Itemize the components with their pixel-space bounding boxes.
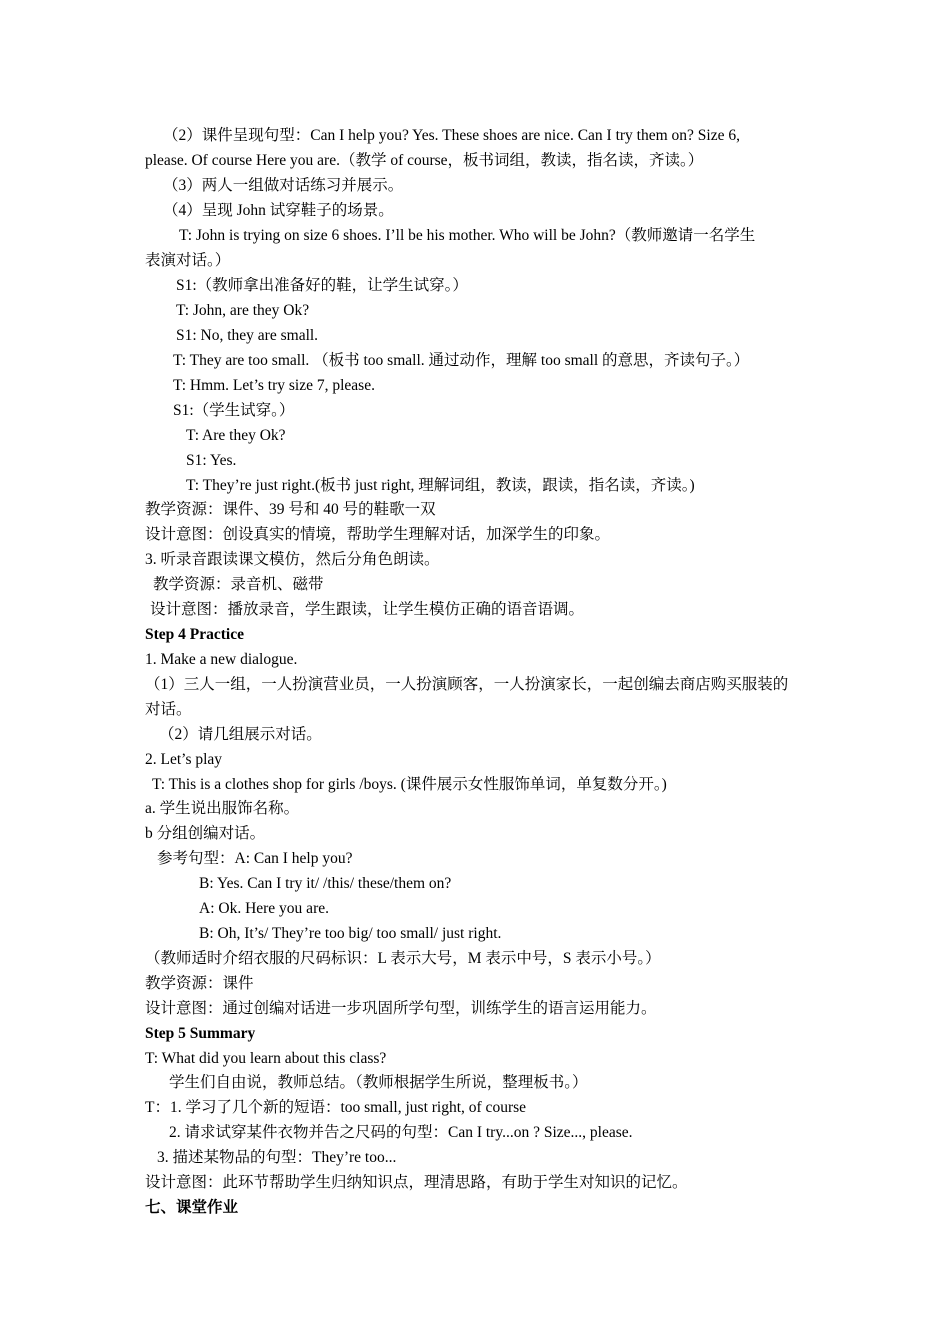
summary-question-line: T: What did you learn about this class? — [145, 1050, 387, 1067]
reference-pattern-line: B: Oh, It’s/ They’re too big/ too small/ just right. — [199, 925, 502, 942]
summary-line: 学生们自由说，教师总结。（教师根据学生所说，整理板书。） — [169, 1074, 588, 1091]
section-7-heading: 七、课堂作业 — [145, 1199, 239, 1216]
size-label-line: （教师适时介绍衣服的尺码标识：L 表示大号，M 表示中号，S 表示小号。） — [145, 950, 661, 967]
summary-point-line: 3. 描述某物品的句型：They’re too... — [157, 1149, 397, 1166]
sentence-pattern-line: （2）课件呈现句型：Can I help you? Yes. These shoes are nice. Can I try them on? Size 6, — [163, 127, 740, 144]
of-course-line: please. Of course Here you are.（教学 of course，板书词组，教读，指名读，齐读。） — [145, 152, 704, 169]
dialogue-line: S1:（教师拿出准备好的鞋，让学生试穿。） — [176, 277, 468, 294]
step-4-heading: Step 4 Practice — [145, 626, 244, 643]
resource-line: 教学资源：课件 — [145, 975, 254, 992]
resource-line: 教学资源：录音机、磁带 — [153, 576, 324, 593]
show-dialogue-line: （2）请几组展示对话。 — [159, 726, 322, 743]
dialogue-line: T: Are they Ok? — [186, 427, 286, 444]
dialogue-line: S1: No, they are small. — [176, 327, 319, 344]
dialogue-line: T: They’re just right.(板书 just right, 理解词组，教读，跟读，指名读，齐读。) — [186, 477, 695, 494]
design-intent-line: 设计意图：播放录音，学生跟读，让学生模仿正确的语音语调。 — [150, 601, 585, 618]
design-intent-line: 设计意图：通过创编对话进一步巩固所学句型，训练学生的语言运用能力。 — [145, 1000, 657, 1017]
summary-point-line: T：1. 学习了几个新的短语：too small, just right, of course — [145, 1099, 527, 1116]
summary-point-line: 2. 请求试穿某件衣物并告之尺码的句型：Can I try...on ? Size..., please. — [169, 1124, 633, 1141]
step-5-heading: Step 5 Summary — [145, 1025, 256, 1042]
clothes-shop-line: T: This is a clothes shop for girls /boys. (课件展示女性服饰单词，单复数分开。) — [152, 776, 667, 793]
resource-line: 教学资源：课件、39 号和 40 号的鞋歌一双 — [145, 501, 436, 518]
dialogue-line: S1: Yes. — [186, 452, 237, 469]
design-intent-line: 设计意图：此环节帮助学生归纳知识点，理清思路，有助于学生对知识的记忆。 — [145, 1174, 688, 1191]
reference-pattern-line: A: Ok. Here you are. — [199, 900, 329, 917]
dialogue-line: T: Hmm. Let’s try size 7, please. — [173, 377, 375, 394]
dialogue-line: T: John, are they Ok? — [176, 302, 310, 319]
dialogue-intro-cont: 表演对话。） — [145, 252, 231, 269]
john-scene-line: （4）呈现 John 试穿鞋子的场景。 — [163, 202, 394, 219]
dialogue-line: S1:（学生试穿。） — [173, 402, 295, 419]
reference-pattern-line: B: Yes. Can I try it/ /this/ these/them on? — [199, 875, 452, 892]
dialogue-line: T: They are too small. （板书 too small. 通过动作，理解 too small 的意思，齐读句子。） — [173, 352, 750, 369]
listen-repeat-line: 3. 听录音跟读课文模仿，然后分角色朗读。 — [145, 551, 440, 568]
clothing-names-line: a. 学生说出服饰名称。 — [145, 800, 300, 817]
design-intent-line: 设计意图：创设真实的情境，帮助学生理解对话，加深学生的印象。 — [145, 526, 611, 543]
group-dialogue-line: b 分组创编对话。 — [145, 825, 266, 842]
lets-play-line: 2. Let’s play — [145, 751, 223, 768]
pair-practice-line: （3）两人一组做对话练习并展示。 — [163, 177, 404, 194]
new-dialogue-line: 1. Make a new dialogue. — [145, 651, 298, 668]
reference-pattern-line: 参考句型：A: Can I help you? — [157, 850, 353, 867]
dialogue-intro-line: T: John is trying on size 6 shoes. I’ll be his mother. Who will be John?（教师邀请一名学生 — [179, 227, 756, 244]
group-roleplay-cont: 对话。 — [145, 701, 192, 718]
group-roleplay-line: （1）三人一组，一人扮演营业员，一人扮演顾客，一人扮演家长，一起创编去商店购买服装的 — [145, 676, 789, 693]
